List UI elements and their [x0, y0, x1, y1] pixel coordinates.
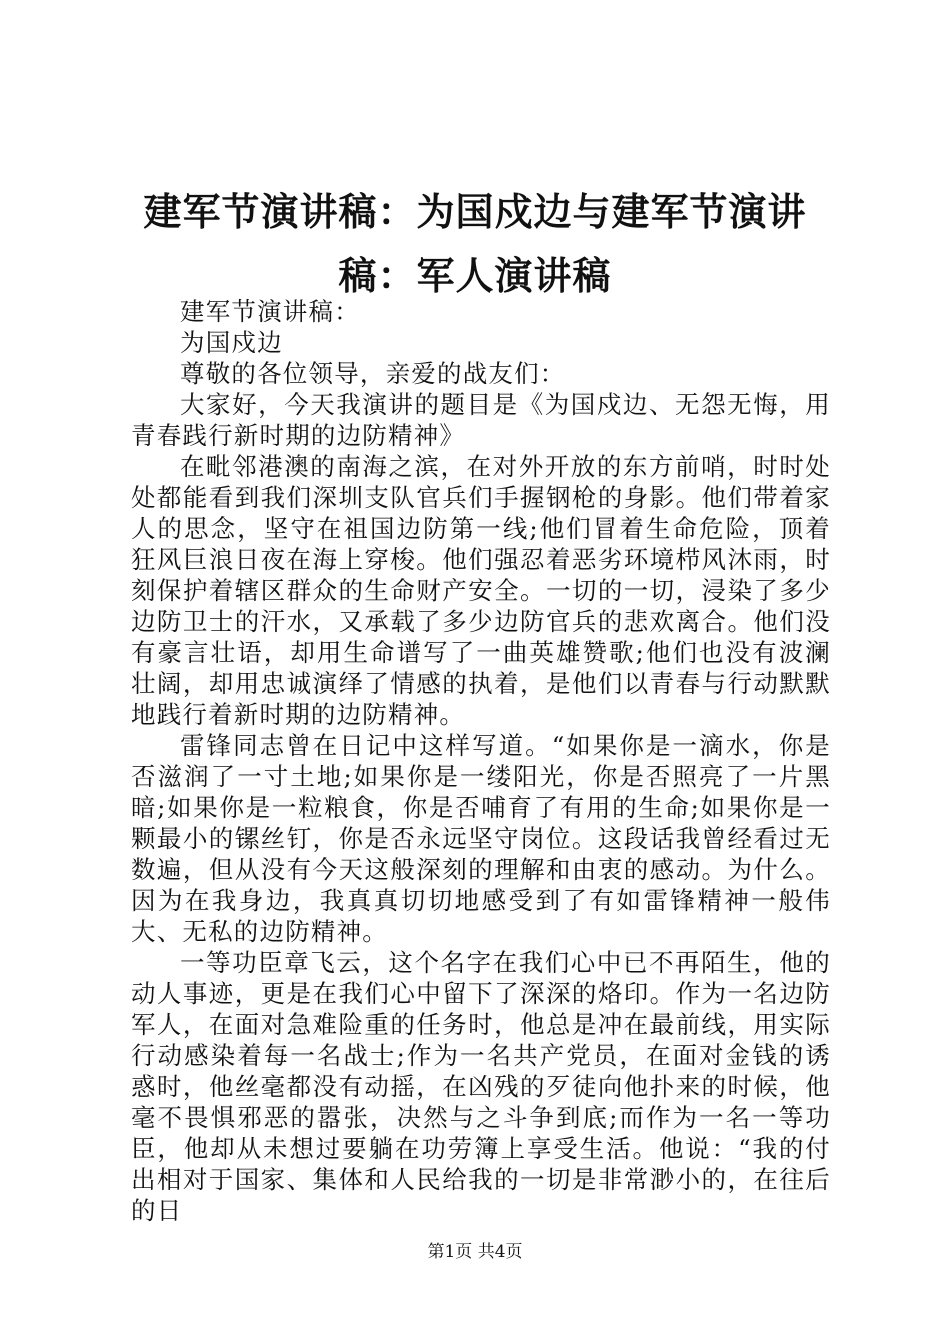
paragraph-salutation: 尊敬的各位领导，亲爱的战友们：	[180, 359, 566, 388]
paragraph-zhang-feiyun: 一等功臣章飞云，这个名字在我们心中已不再陌生，他的动人事迹，更是在我们心中留下了深深的烙印。作为一名边防军人，在面对急难险重的任务时，他总是冲在最前线，用实际行动感染着每一名战士;作为一名共产党员，在面对金钱的诱惑时，他丝毫都没有动摇，在凶残的歹徒向他扑来的时候，他毫不畏惧邪恶的嚣张，决然与之斗争到底;而作为一名一等功臣，他却从未想过要躺在功劳簿上享受生活。他说：“我的付出相对于国家、集体和人民给我的一切是非常渺小的，在往后的日	[131, 948, 831, 1225]
document-title: 建军节演讲稿：为国戍边与建军节演讲稿：军人演讲稿	[143, 189, 807, 298]
paragraph-border-guards: 在毗邻港澳的南海之滨，在对外开放的东方前哨，时时处处都能看到我们深圳支队官兵们手握钢枪的身影。他们带着家人的思念，坚守在祖国边防第一线;他们冒着生命危险，顶着狂风巨浪日夜在海上穿梭。他们强忍着恶劣环境栉风沐雨，时刻保护着辖区群众的生命财产安全。一切的一切，浸染了多少边防卫士的汗水，又承载了多少边防官兵的悲欢离合。他们没有豪言壮语，却用生命谱写了一曲英雄赞歌;他们也没有波澜壮阔，却用忠诚演绎了情感的执着，是他们以青春与行动默默地践行着新时期的边防精神。	[131, 452, 831, 729]
page-footer: 第1页 共4页	[427, 1242, 523, 1262]
paragraph-subtitle: 为国戍边	[180, 328, 283, 357]
paragraph-intro: 大家好，今天我演讲的题目是《为国戍边、无怨无悔，用青春践行新时期的边防精神》	[131, 390, 831, 450]
document-body	[131, 296, 831, 1226]
paragraph-heading: 建军节演讲稿：	[180, 297, 360, 326]
paragraph-lei-feng: 雷锋同志曾在日记中这样写道。“如果你是一滴水，你是否滋润了一寸土地;如果你是一缕阳光，你是否照亮了一片黑暗;如果你是一粒粮食，你是否哺育了有用的生命;如果你是一颗最小的镙丝钉，你是否永远坚守岗位。这段话我曾经看过无数遍，但从没有今天这般深刻的理解和由衷的感动。为什么。因为在我身边，我真真切切地感受到了有如雷锋精神一般伟大、无私的边防精神。	[131, 731, 831, 946]
